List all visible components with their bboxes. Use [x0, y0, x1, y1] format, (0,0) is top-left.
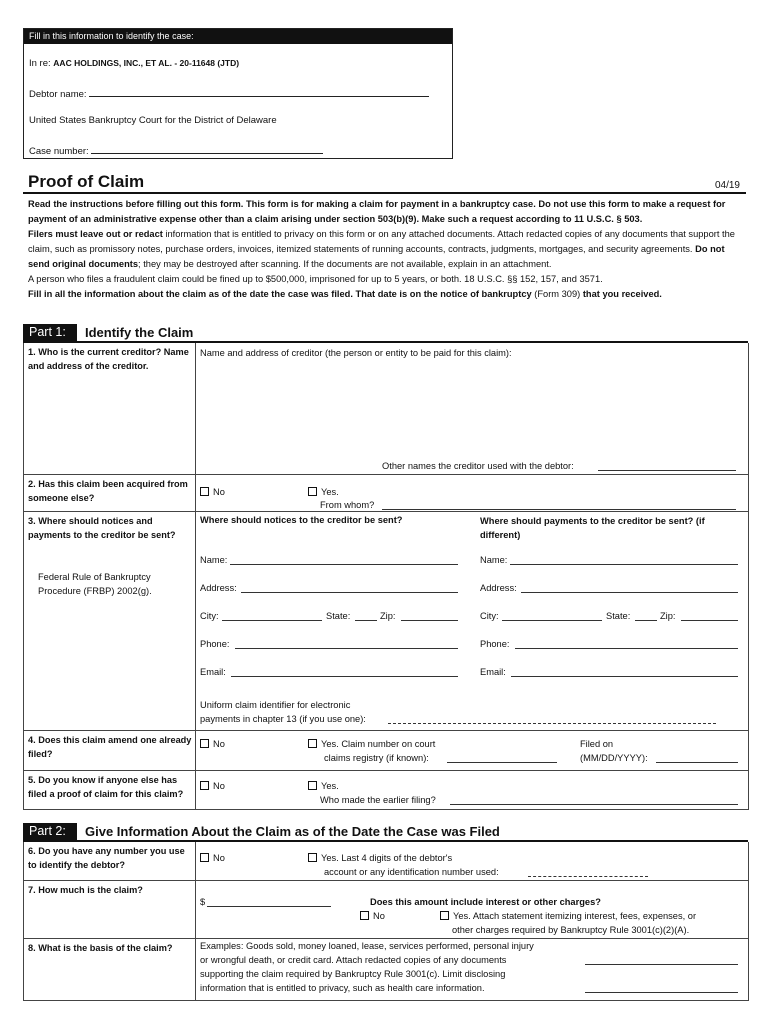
form-version: 04/19 — [714, 180, 740, 191]
notices-header: Where should notices to the creditor be sent? — [200, 515, 403, 525]
notice-state-label: State: — [326, 611, 351, 621]
notice-city-field[interactable] — [222, 611, 322, 621]
uci-field[interactable] — [388, 714, 716, 724]
case-number-label: Case number: — [29, 146, 89, 157]
payment-phone-label: Phone: — [480, 639, 510, 649]
q1-row — [24, 343, 748, 474]
q4-yes-option[interactable]: Yes. Claim number on court — [308, 739, 435, 749]
q6-row — [24, 842, 748, 880]
q4-no-option[interactable]: No — [200, 739, 225, 749]
q8-examples-1: Examples: Goods sold, money loaned, lease, services performed, personal injury — [200, 941, 534, 951]
q8-examples-3: supporting the claim required by Bankruptcy Rule 3001(c). Limit disclosing — [200, 969, 506, 979]
q7-no-option[interactable]: No — [360, 911, 385, 921]
case-info-box — [23, 28, 453, 159]
claim-amount-field[interactable] — [207, 897, 331, 907]
notice-state-field[interactable] — [355, 611, 377, 621]
q6-id-label: account or any identification number used: — [324, 867, 499, 877]
part1-table — [23, 343, 749, 810]
q4-no-checkbox[interactable] — [200, 739, 209, 748]
payment-address-label: Address: — [480, 583, 517, 593]
in-re-value: AAC HOLDINGS, INC., ET AL. - 20-11648 (JTD) — [53, 58, 240, 68]
instructions-p4: Fill in all the information about the claim as of the date the case was filed. That date is on the notice of bankruptcy (Form 309) that you received. — [28, 289, 662, 299]
notice-address-field[interactable] — [241, 583, 458, 593]
q7-yes-note: other charges required by Bankruptcy Rule 3001(c)(2)(A). — [452, 925, 690, 935]
frbp-note: Federal Rule of Bankruptcy Procedure (FRBP) 2002(g). — [38, 572, 152, 596]
in-re-label: In re: — [29, 58, 51, 69]
q3-question: 3. Where should notices and payments to the creditor be sent? — [28, 516, 176, 540]
payment-city-field[interactable] — [502, 611, 602, 621]
notice-name-field[interactable] — [230, 555, 458, 565]
q5-yes-checkbox[interactable] — [308, 781, 317, 790]
case-info-header: Fill in this information to identify the case: — [24, 29, 452, 44]
payment-name-label: Name: — [480, 555, 508, 565]
debtor-name-label: Debtor name: — [29, 89, 87, 100]
part1-header — [23, 324, 193, 341]
payment-state-label: State: — [606, 611, 631, 621]
notice-email-field[interactable] — [231, 667, 458, 677]
instructions-p1: Read the instructions before filling out this form. This form is for making a claim for payment in a bankruptcy case. Do not use this form to make a request for payment of an administrative expense other than a claim arising under section 503(b)(9). Make such a request according to 11 U.S.C. § 503. — [28, 199, 726, 224]
uci-label-1: Uniform claim identifier for electronic — [200, 700, 351, 710]
q2-no-option[interactable]: No — [200, 487, 225, 497]
court-name: United States Bankruptcy Court for the District of Delaware — [29, 115, 277, 126]
notice-city-label: City: — [200, 611, 219, 621]
form-title: Proof of Claim — [28, 172, 145, 191]
other-names-field[interactable] — [598, 461, 736, 471]
in-re-line — [29, 58, 239, 69]
filed-on-label-2: (MM/DD/YYYY): — [580, 753, 648, 763]
part1-label: Part 1: — [23, 324, 77, 341]
q5-question: 5. Do you know if anyone else has filed a proof of claim for this claim? — [28, 775, 184, 799]
q6-yes-checkbox[interactable] — [308, 853, 317, 862]
payment-name-field[interactable] — [510, 555, 738, 565]
q2-yes-option[interactable]: Yes. — [308, 487, 339, 497]
notice-zip-field[interactable] — [401, 611, 458, 621]
q5-no-checkbox[interactable] — [200, 781, 209, 790]
q2-yes-checkbox[interactable] — [308, 487, 317, 496]
q6-yes-option[interactable]: Yes. Last 4 digits of the debtor's — [308, 853, 452, 863]
filed-on-label-1: Filed on — [580, 739, 614, 749]
payment-address-field[interactable] — [521, 583, 738, 593]
q8-examples-2: or wrongful death, or credit card. Attach redacted copies of any documents — [200, 955, 507, 965]
other-names-label: Other names the creditor used with the debtor: — [382, 461, 574, 471]
from-whom-field[interactable] — [382, 500, 736, 510]
q4-yes-checkbox[interactable] — [308, 739, 317, 748]
q8-question: 8. What is the basis of the claim? — [28, 943, 173, 953]
q6-no-checkbox[interactable] — [200, 853, 209, 862]
interest-question: Does this amount include interest or other charges? — [370, 897, 601, 907]
q6-no-option[interactable]: No — [200, 853, 225, 863]
q7-no-checkbox[interactable] — [360, 911, 369, 920]
q5-yes-option[interactable]: Yes. — [308, 781, 339, 791]
payment-city-label: City: — [480, 611, 499, 621]
earlier-filing-field[interactable] — [450, 795, 738, 805]
claim-basis-field-1[interactable] — [585, 955, 738, 965]
notice-address-label: Address: — [200, 583, 237, 593]
uci-label-2: payments in chapter 13 (if you use one): — [200, 714, 366, 724]
from-whom-label: From whom? — [320, 500, 375, 510]
debtor-name-line — [29, 87, 429, 100]
q2-no-checkbox[interactable] — [200, 487, 209, 496]
q7-yes-option[interactable]: Yes. Attach statement itemizing interest, fees, expenses, or — [440, 911, 696, 921]
payments-header: Where should payments to the creditor be sent? (if different) — [480, 516, 705, 540]
q2-row — [24, 474, 748, 512]
q5-row — [24, 770, 748, 810]
notice-zip-label: Zip: — [380, 611, 396, 621]
instructions — [28, 197, 744, 302]
payment-email-label: Email: — [480, 667, 506, 677]
creditor-name-address-label: Name and address of creditor (the person or entity to be paid for this claim): — [200, 348, 512, 358]
q1-question: 1. Who is the current creditor? Name and address of the creditor. — [28, 347, 189, 371]
q3-row — [24, 511, 748, 731]
part2-title: Give Information About the Claim as of the Date the Case was Filed — [85, 824, 500, 839]
filed-on-date-field[interactable] — [656, 753, 738, 763]
notice-email-label: Email: — [200, 667, 226, 677]
q2-question: 2. Has this claim been acquired from someone else? — [28, 479, 188, 503]
dollar-sign: $ — [200, 897, 206, 907]
case-number-line — [29, 144, 323, 157]
q6-question: 6. Do you have any number you use to identify the debtor? — [28, 846, 185, 870]
part1-title: Identify the Claim — [85, 325, 194, 340]
q5-no-option[interactable]: No — [200, 781, 225, 791]
notice-name-label: Name: — [200, 555, 228, 565]
part2-header — [23, 823, 500, 840]
q4-registry-label: claims registry (if known): — [324, 753, 429, 763]
payment-email-field[interactable] — [511, 667, 738, 677]
debtor-name-field[interactable] — [89, 87, 429, 97]
payment-zip-label: Zip: — [660, 611, 676, 621]
case-number-field[interactable] — [91, 144, 323, 154]
last4-digits-field[interactable] — [528, 867, 648, 877]
part2-label: Part 2: — [23, 823, 77, 840]
q7-row — [24, 880, 748, 939]
payment-state-field[interactable] — [635, 611, 657, 621]
claim-basis-field-2[interactable] — [585, 983, 738, 993]
title-divider — [23, 192, 746, 194]
instructions-p3: A person who files a fraudulent claim could be fined up to $500,000, imprisoned for up to 5 years, or both. 18 U.S.C. §§ 152, 157, and 3571. — [28, 274, 603, 284]
q8-examples-4: information that is entitled to privacy, such as health care information. — [200, 983, 485, 993]
q4-question: 4. Does this claim amend one already filed? — [28, 735, 192, 759]
instructions-p2: Filers must leave out or redact information that is entitled to privacy on this form or on any attached documents. Attach redacted copies of any documents that support the claim, such as promissory notes, purchase orders, invoices, itemized statements of running accounts, contracts, judgments, mortgages, and security agreements. Do not send original documents; they may be destroyed after scanning. If the documents are not available, explain in an attachment. — [28, 229, 735, 269]
notice-phone-label: Phone: — [200, 639, 230, 649]
earlier-filing-label: Who made the earlier filing? — [320, 795, 436, 805]
part2-table — [23, 842, 749, 1001]
q7-question: 7. How much is the claim? — [28, 885, 143, 895]
q4-row — [24, 730, 748, 771]
claim-number-field[interactable] — [447, 753, 557, 763]
payment-zip-field[interactable] — [681, 611, 738, 621]
q7-yes-checkbox[interactable] — [440, 911, 449, 920]
notice-phone-field[interactable] — [235, 639, 458, 649]
payment-phone-field[interactable] — [515, 639, 738, 649]
q8-row — [24, 938, 748, 1001]
